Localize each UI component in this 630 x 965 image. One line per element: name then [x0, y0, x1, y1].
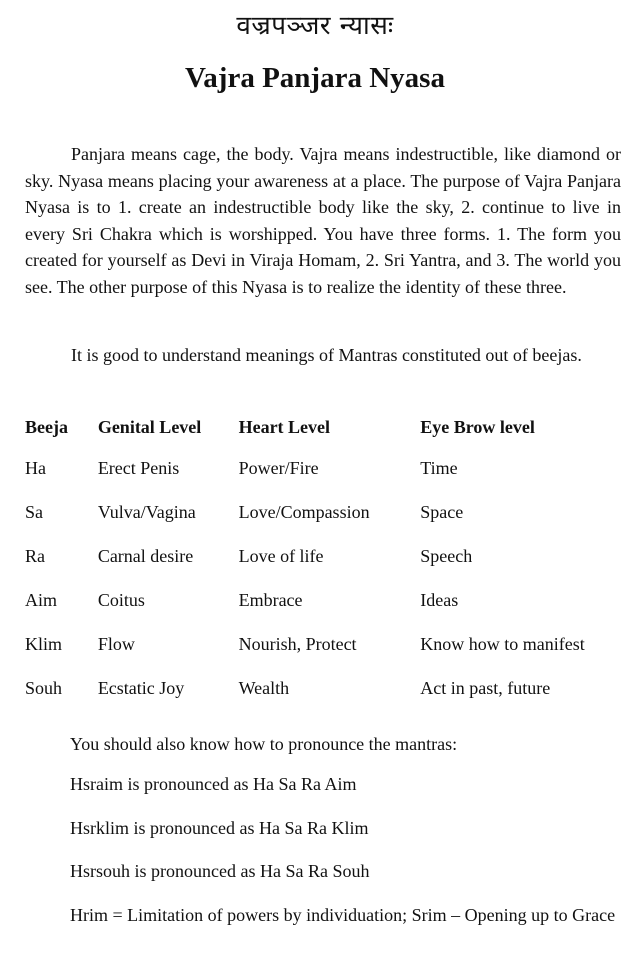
paragraph-indent [25, 345, 71, 365]
cell-heart: Love of life [238, 545, 324, 566]
cell-genital: Flow [97, 633, 135, 654]
cell-beeja: Ha [25, 457, 46, 478]
intro-text: Panjara means cage, the body. Vajra means indestructible, like diamond or sky. Nyasa means placing your awareness at a place. The purpose of Vajra Panjara Nyasa is to 1. create an indestructible body like the sky, 2. continue to live in every Sri Chakra which is worshipped. You have three forms. 1. The form you created for yourself as Devi in Viraja Homam, 2. Sri Yantra, and 3. The world you see. The other purpose of this Nyasa is to realize the identity of these three. [25, 144, 621, 297]
cell-beeja: Sa [25, 501, 43, 522]
beejas-text: It is good to understand meanings of Mantras constituted out of beejas. [71, 345, 582, 365]
pronunciation-intro: You should also know how to pronounce the mantras: [70, 734, 458, 754]
table-row [25, 446, 630, 490]
cell-beeja: Klim [25, 633, 63, 654]
header-eye-brow-level: Eye Brow level [420, 416, 535, 437]
cell-heart: Nourish, Protect [238, 633, 357, 654]
cell-eye-brow: Speech [420, 545, 473, 566]
header-heart-level: Heart Level [238, 416, 331, 437]
cell-beeja: Souh [25, 677, 63, 698]
cell-genital: Ecstatic Joy [97, 677, 185, 698]
cell-heart: Power/Fire [238, 457, 319, 478]
table-row [25, 490, 630, 534]
cell-genital: Vulva/Vagina [97, 501, 196, 522]
header-beeja: Beeja [25, 416, 68, 437]
cell-beeja: Aim [25, 589, 58, 610]
table-row [25, 666, 630, 710]
beejas-paragraph [25, 342, 621, 369]
hrim-srim-text: Hrim = Limitation of powers by individuation; Srim – Opening up to Grace [70, 905, 616, 925]
cell-genital: Erect Penis [97, 457, 180, 478]
table-row [25, 578, 630, 622]
sanskrit-title: वज्रपञ्जर न्यासः [236, 11, 394, 41]
cell-genital: Coitus [97, 589, 145, 610]
cell-genital: Carnal desire [97, 545, 194, 566]
table-header-row [25, 408, 630, 446]
cell-beeja: Ra [25, 545, 45, 566]
header-genital-level: Genital Level [97, 416, 202, 437]
paragraph-indent [25, 144, 71, 164]
hrim-srim-paragraph [25, 902, 617, 928]
cell-heart: Wealth [238, 677, 290, 698]
intro-paragraph [25, 141, 621, 300]
cell-heart: Embrace [238, 589, 303, 610]
cell-eye-brow: Ideas [420, 589, 459, 610]
table-row [25, 534, 630, 578]
page-title: Vajra Panjara Nyasa [185, 62, 445, 94]
pronunciation-line: Hsrsouh is pronounced as Ha Sa Ra Souh [70, 861, 370, 881]
paragraph-indent [25, 905, 70, 925]
cell-heart: Love/Compassion [238, 501, 370, 522]
table-row [25, 622, 630, 666]
cell-eye-brow: Time [420, 457, 458, 478]
cell-eye-brow: Act in past, future [420, 677, 551, 698]
cell-eye-brow: Know how to manifest [420, 633, 585, 654]
cell-eye-brow: Space [420, 501, 464, 522]
pronunciation-line: Hsrklim is pronounced as Ha Sa Ra Klim [70, 818, 369, 838]
beeja-meaning-table [25, 408, 630, 710]
pronunciation-line: Hsraim is pronounced as Ha Sa Ra Aim [70, 774, 357, 794]
